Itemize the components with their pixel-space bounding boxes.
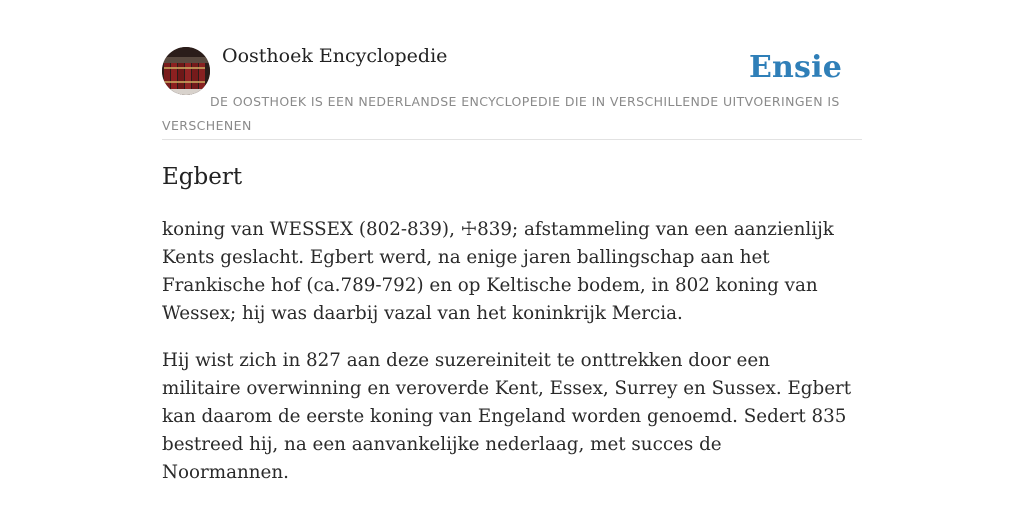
source-description: DE OOSTHOEK IS EEN NEDERLANDSE ENCYCLOPEDIE DIE IN VERSCHILLENDE UITVOERINGEN IS VERSCHENEN (162, 94, 840, 133)
encyclopedia-books-icon[interactable] (162, 47, 210, 95)
entry-title: Egbert (162, 164, 243, 190)
brand-logo[interactable]: Ensie (748, 50, 842, 85)
entry-paragraph: Hij wist zich in 827 aan deze suzereiniteit te onttrekken door een militaire overwinning en veroverde Kent, Essex, Surrey en Sussex. Egbert kan daarom de eerste koning van Engeland worden genoemd. Sedert 835 bestreed hij, na een aanvankelijke nederlaag, met succes de Noormannen. (162, 350, 852, 483)
source-title[interactable]: Oosthoek Encyclopedie (222, 45, 448, 67)
entry-paragraph: koning van WESSEX (802-839), ☩839; afstammeling van een aanzienlijk Kents geslacht. Egbert werd, na enige jaren ballingschap aan het Frankische hof (ca.789-792) en op Keltische bodem, in 802 koning van Wessex; hij was daarbij vazal van het koninkrijk Mercia. (162, 219, 834, 324)
entry-body (162, 216, 852, 506)
header-divider (162, 139, 862, 140)
